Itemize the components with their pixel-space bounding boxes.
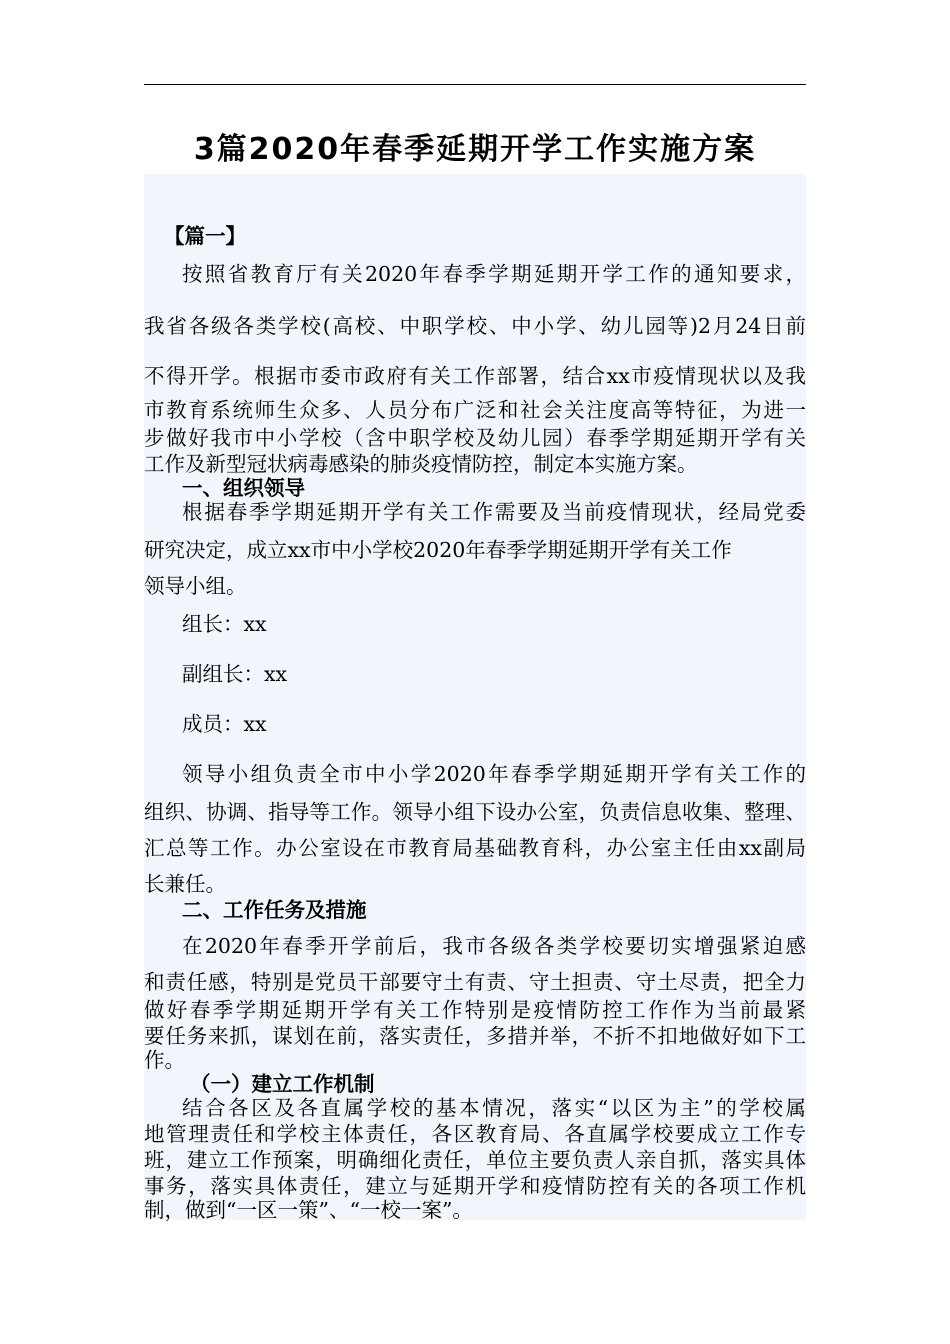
paragraph-line: 工作及新型冠状病毒感染的肺炎疫情防控，制定本实施方案。	[144, 452, 698, 476]
paragraph-line: 事务，落实具体责任，建立与延期开学和疫情防控有关的各项工作机	[144, 1174, 806, 1198]
paragraph-line: 根据春季学期延期开学有关工作需要及当前疫情现状，经局党委	[182, 500, 806, 524]
leader-line: 组长：xx	[182, 612, 267, 636]
paragraph-line: 制，做到“一区一策”、“一校一案”。	[144, 1198, 473, 1222]
paragraph-line: 班，建立工作预案，明确细化责任，单位主要负责人亲自抓，落实具体	[144, 1148, 806, 1172]
part-heading: 【篇一】	[164, 224, 246, 248]
paragraph-line: 要任务来抓，谋划在前，落实责任，多措并举，不折不扣地做好如下工	[144, 1024, 806, 1048]
paragraph-line: 组织、协调、指导等工作。领导小组下设办公室，负责信息收集、整理、	[144, 800, 806, 824]
paragraph-line: 结合各区及各直属学校的基本情况，落实“以区为主”的学校属	[182, 1096, 806, 1120]
paragraph-line: 做好春季学期延期开学有关工作特别是疫情防控工作作为当前最紧	[144, 998, 806, 1022]
paragraph-line: 不得开学。根据市委市政府有关工作部署，结合xx市疫情现状以及我	[144, 364, 806, 388]
document-title: 3篇2020年春季延期开学工作实施方案	[193, 132, 757, 167]
section-heading: 二、工作任务及措施	[182, 898, 367, 922]
paragraph-line: 我省各级各类学校(高校、中职学校、中小学、幼儿园等)2月24日前	[144, 314, 806, 338]
paragraph-line: 市教育系统师生众多、人员分布广泛和社会关注度高等特征，为进一	[144, 398, 806, 422]
paragraph-line: 在2020年春季开学前后，我市各级各类学校要切实增强紧迫感	[182, 934, 806, 958]
paragraph-line: 长兼任。	[144, 872, 226, 896]
section-heading: 一、组织领导	[182, 476, 305, 500]
paragraph-line: 步做好我市中小学校（含中职学校及幼儿园）春季学期延期开学有关	[144, 426, 806, 450]
paragraph-line: 和责任感，特别是党员干部要守土有责、守土担责、守土尽责，把全力	[144, 970, 806, 994]
member-line: 成员：xx	[182, 712, 267, 736]
paragraph-line: 研究决定，成立xx市中小学校2020年春季学期延期开学有关工作	[144, 538, 732, 562]
header-rule	[144, 84, 806, 85]
document-body	[144, 174, 806, 1220]
subsection-heading: （一）建立工作机制	[190, 1072, 375, 1096]
paragraph-line: 地管理责任和学校主体责任，各区教育局、各直属学校要成立工作专	[144, 1122, 806, 1146]
paragraph-line: 按照省教育厅有关2020年春季学期延期开学工作的通知要求，	[182, 262, 806, 286]
deputy-leader-line: 副组长：xx	[182, 662, 288, 686]
paragraph-line: 作。	[144, 1048, 185, 1072]
paragraph-line: 领导小组。	[144, 574, 247, 598]
paragraph-line: 领导小组负责全市中小学2020年春季学期延期开学有关工作的	[182, 762, 806, 786]
paragraph-line: 汇总等工作。办公室设在市教育局基础教育科，办公室主任由xx副局	[144, 836, 806, 860]
